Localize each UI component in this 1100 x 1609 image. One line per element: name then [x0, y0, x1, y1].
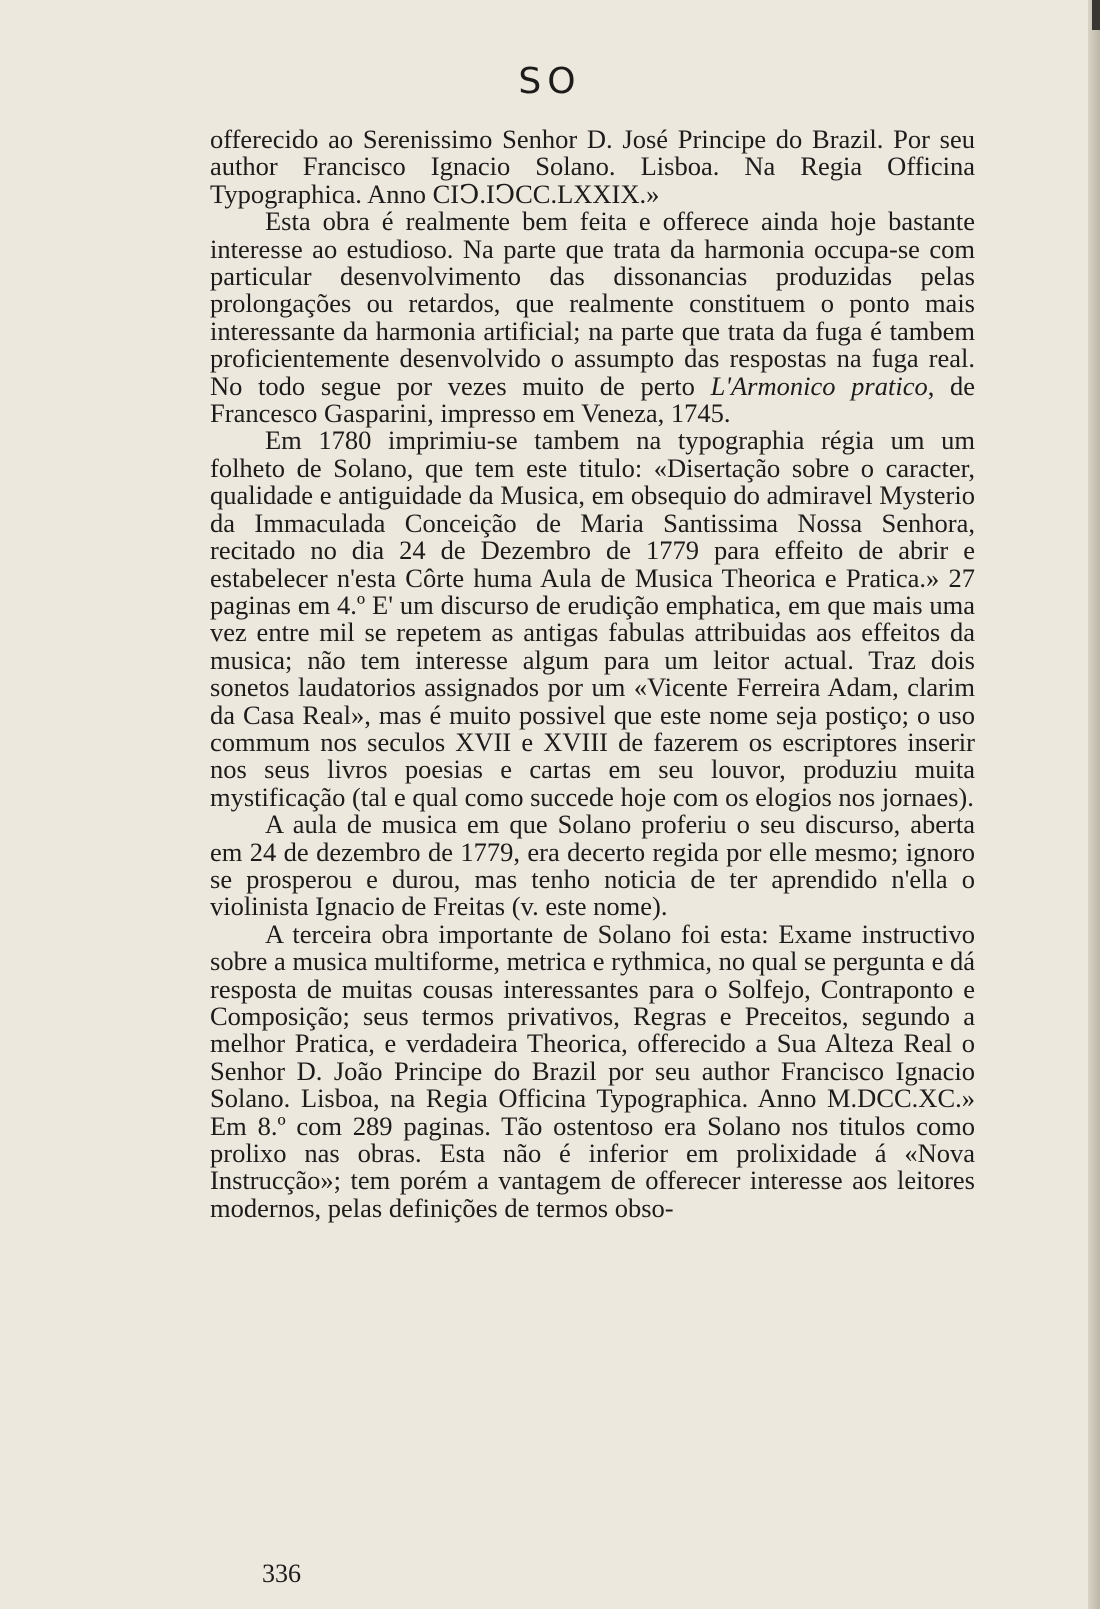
corner-mark: [1092, 0, 1100, 30]
paragraph-1: [210, 126, 975, 208]
paragraph-5: [210, 918, 975, 1223]
paragraph-1-text: offerecido ao Serenissimo Senhor D. José Principe do Brazil. Por seu author Francisco Ignacio Solano. Lisboa. Na Regia Officina Typographica. Anno CIↃ.IↃCC.LXXIX.»: [210, 124, 975, 209]
paragraph-2-text-end: , de Francesco Gasparini, impresso em Veneza, 1745.: [210, 370, 976, 429]
paragraph-4-text: A aula de musica em que Solano proferiu o seu discurso, aberta em 24 de dezembro de 1779, era decerto regida por elle mesmo; ignoro se prosperou e durou, mas tenho noticia de ter aprendido n'ella o violinista Ignacio de Freitas (v. este nome).: [210, 809, 975, 922]
paragraph-3: [210, 427, 975, 811]
paragraph-5-text: A terceira obra importante de Solano foi esta: Exame instructivo sobre a musica multiforme, metrica e rythmica, no qual se pergunta e dá resposta de muitas cousas interessantes para o Solfejo, Contraponto e Composição; seus termos privativos, Regras e Preceitos, segundo a melhor Pratica, e verdadeira Theorica, offerecido a Sua Alteza Real o Senhor D. João Principe do Brazil por seu author Francisco Ignacio Solano. Lisboa, na Regia Officina Typographica. Anno M.DCC.XC.» Em 8.º com 289 paginas. Tão ostentoso era Solano nos titulos como prolixo nas obras. Esta não é inferior em prolixidade á «Nova Instrucção»; tem porém a vantagem de offerecer interesse aos leitores modernos, pelas definições de termos obso-: [210, 918, 975, 1223]
paragraph-4: [210, 811, 975, 921]
paragraph-2: [210, 208, 975, 427]
paragraph-2-text: Esta obra é realmente bem feita e offerece ainda hoje bastante interesse ao estudioso. Na parte que trata da harmonia occupa-se com particular desenvolvimento das dissonancias produzidas pelas prolongações ou retardos, que realmente constituem o ponto mais interessante da harmonia artificial; na parte que trata da fuga é tambem proficientemente desenvolvido o assumpto das respostas na fuga real. No todo segue por vezes muito de perto: [210, 206, 975, 401]
page-edge: [1088, 0, 1100, 1609]
running-head: SO: [518, 61, 582, 102]
paragraph-3-text: Em 1780 imprimiu-se tambem na typographia régia um um folheto de Solano, que tem este titulo: «Disertação sobre o caracter, qualidade e antiguidade da Musica, em obsequio do admiravel Mysterio da Immaculada Conceição de Maria Santissima Nossa Senhora, recitado no dia 24 de Dezembro de 1779 para effeito de abrir e estabelecer n'esta Côrte huma Aula de Musica Theorica e Pratica.» 27 paginas em 4.º E' um discurso de erudição emphatica, em que mais uma vez entre mil se repetem as antigas fabulas attribuidas aos effeitos da musica; não tem interesse algum para um leitor actual. Traz dois sonetos laudatorios assignados por um «Vicente Ferreira Adam, clarim da Casa Real», mas é muito possivel que este nome seja postiço; o uso commum nos seculos XVII e XVIII de fazerem os escriptores inserir nos seus livros poesias e cartas em seu louvor, produziu muita mystificação (tal e qual como succede hoje com os elogios nos jornaes).: [210, 425, 975, 812]
body-text: [210, 126, 975, 1222]
page-number: 336: [262, 1559, 301, 1588]
book-title-italic: L'Armonico pratico: [710, 370, 928, 401]
